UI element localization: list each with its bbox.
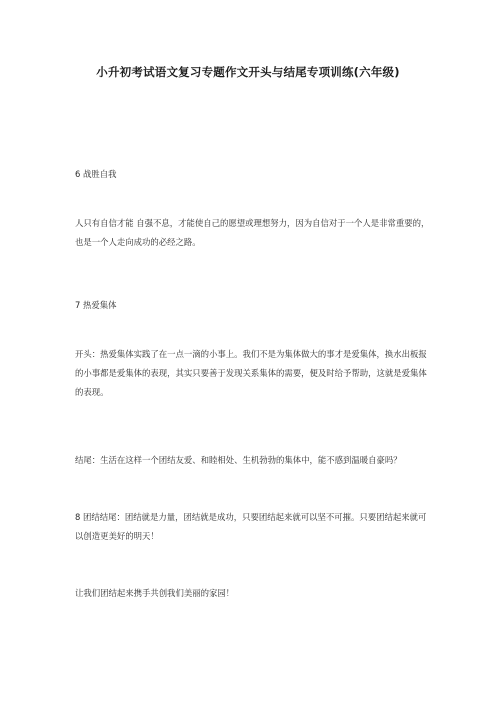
section-heading-7: 7 热爱集体: [75, 300, 117, 310]
section-opening-7: 开头：热爱集体实践了在一点一滴的小事上。我们不是为集体做大的事才是爱集体，换水出板报的小事都是爱集体的表现，其实只要善于发现关系集体的需要，便及时给予帮助，这就是爱集体的表现。: [75, 349, 427, 397]
section-heading-6: 6 战胜自我: [75, 169, 117, 179]
section-ending-7: 结尾：生活在这样一个团结友爱、和睦相处、生机勃勃的集体中，能不感到温暖自豪吗？: [75, 455, 402, 465]
section-paragraph-6: 人只有自信才能 自强不息，才能使自己的愿望或理想努力，因为自信对于一个人是非常重要的，也是一个人走向成功的必经之路。: [75, 218, 430, 247]
section-paragraph-8: 8 团结结尾：团结就是力量，团结就是成功，只要团结起来就可以坚不可摧。只要团结起来就可以创造更美好的明天！: [75, 512, 427, 541]
document-title: 小升初考试语文复习专题作文开头与结尾专项训练(六年级): [96, 65, 400, 79]
closing-paragraph: 让我们团结起来携手共创我们美丽的家园！: [75, 588, 235, 598]
